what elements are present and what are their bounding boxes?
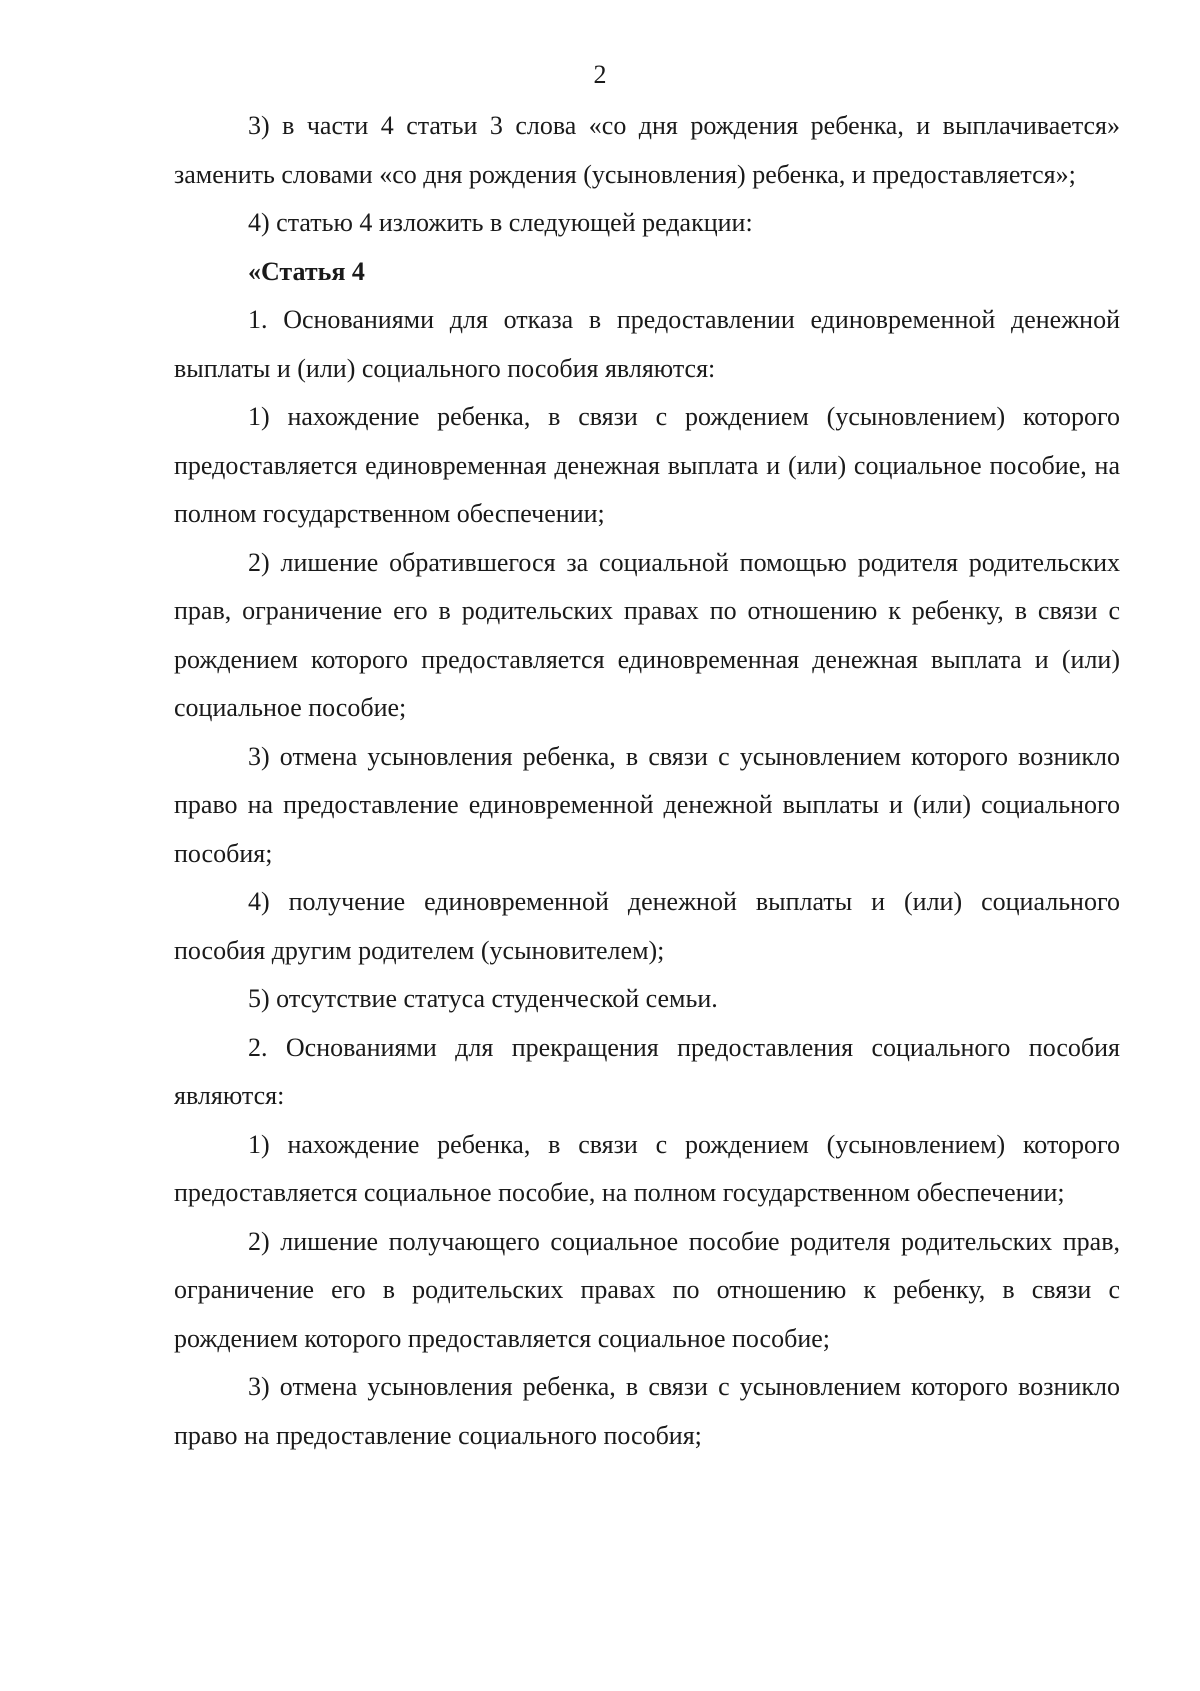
termination-item-2: 2) лишение получающего социальное пособие родителя родительских прав, ограничение его в родительских правах по отношению к ребенку, в связи с рождением которого предоставляется социальное пособие;	[174, 1226, 1120, 1353]
paragraph-refusal-grounds: 1. Основаниями для отказа в предоставлении единовременной денежной выплаты и (или) социального пособия являются:	[174, 305, 1120, 383]
refusal-item-4: 4) получение единовременной денежной выплаты и (или) социального пособия другим родителем (усыновителем);	[174, 887, 1120, 965]
termination-item-1: 1) нахождение ребенка, в связи с рождением (усыновлением) которого предоставляется социальное пособие, на полном государственном обеспечении;	[174, 1129, 1120, 1207]
refusal-item-1: 1) нахождение ребенка, в связи с рождением (усыновлением) которого предоставляется единовременная денежная выплата и (или) социальное пособие, на полном государственном обеспечении;	[174, 402, 1120, 528]
refusal-item-3: 3) отмена усыновления ребенка, в связи с усыновлением которого возникло право на предоставление единовременной денежной выплаты и (или) социального пособия;	[174, 741, 1120, 868]
refusal-item-2: 2) лишение обратившегося за социальной помощью родителя родительских прав, ограничение его в родительских правах по отношению к ребенку, в связи с рождением которого предоставляется единовременная денежная выплата и (или) социальное пособие;	[174, 547, 1120, 722]
paragraph-amendment-4: 4) статью 4 изложить в следующей редакции:	[248, 208, 753, 237]
termination-item-3: 3) отмена усыновления ребенка, в связи с усыновлением которого возникло право на предоставление социального пособия;	[174, 1372, 1120, 1450]
document-body	[174, 102, 1120, 1460]
page-number: 2	[593, 60, 607, 89]
paragraph-amendment-3: 3) в части 4 статьи 3 слова «со дня рождения ребенка, и выплачивается» заменить словами «со дня рождения (усыновления) ребенка, и предоставляется»;	[174, 111, 1120, 189]
refusal-item-5: 5) отсутствие статуса студенческой семьи.	[248, 984, 718, 1013]
paragraph-termination-grounds: 2. Основаниями для прекращения предоставления социального пособия являются:	[174, 1032, 1120, 1110]
article-heading: «Статья 4	[248, 256, 365, 286]
